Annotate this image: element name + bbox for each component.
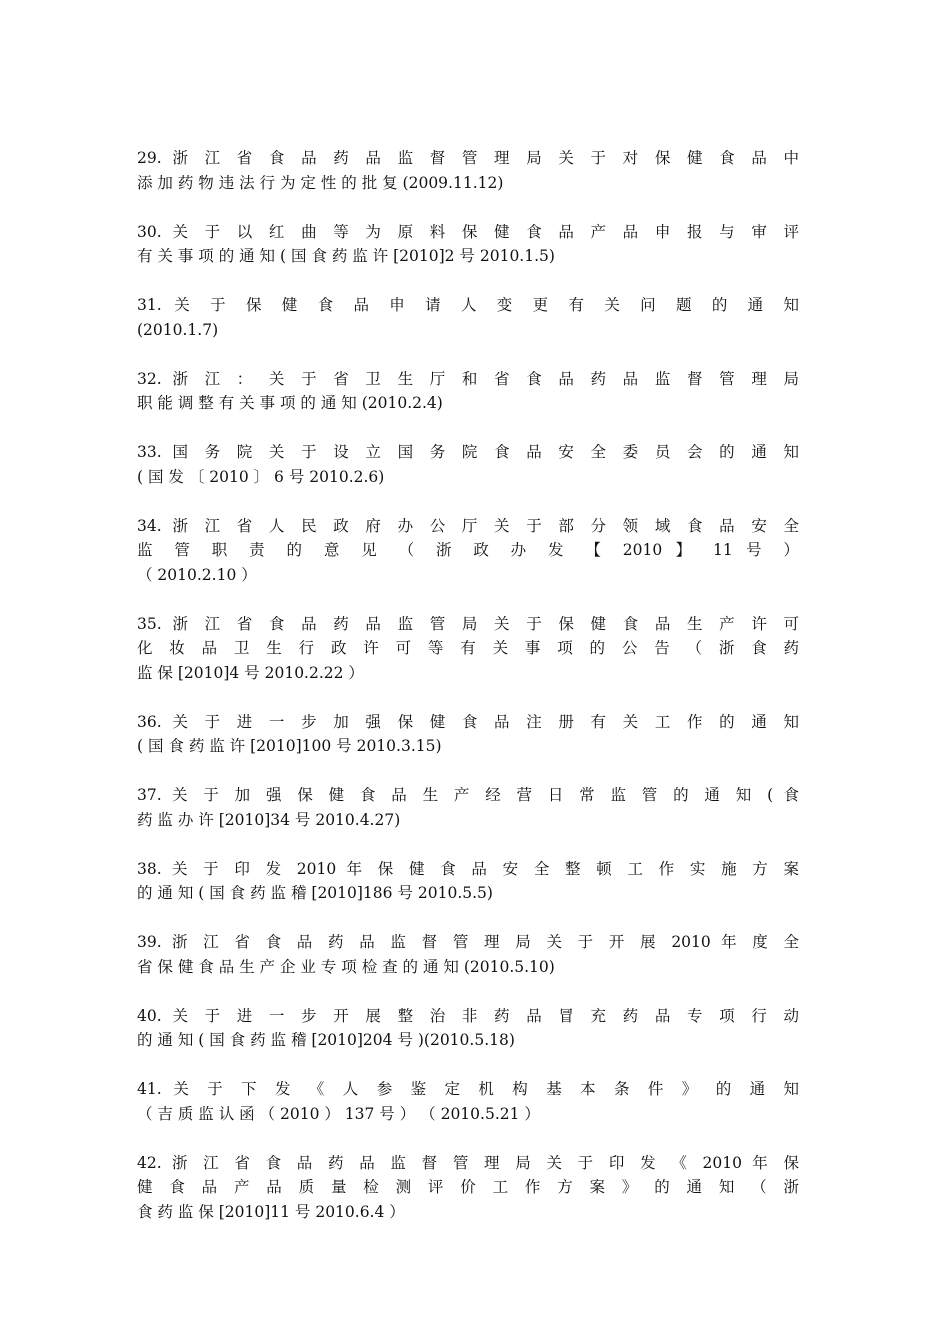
document-page: [137, 146, 799, 1249]
entry-line: ( 国 食 药 监 许 [2010]100 号 2010.3.15): [137, 737, 442, 755]
entry-line: 职 能 调 整 有 关 事 项 的 通 知 (2010.2.4): [137, 394, 443, 412]
list-item: [137, 1151, 799, 1225]
entry-line: 省 保 健 食 品 生 产 企 业 专 项 检 查 的 通 知 (2010.5.10): [137, 957, 555, 976]
entry-line: 30. 关 于 以 红 曲 等 为 原 料 保 健 食 品 产 品 申 报 与 审 评: [137, 222, 799, 241]
list-item: [137, 146, 799, 195]
list-item: [137, 293, 799, 342]
entry-line: 的 通 知 ( 国 食 药 监 稽 [2010]186 号 2010.5.5): [137, 884, 493, 902]
entry-line: (2010.1.7): [137, 320, 219, 339]
entry-line: 有 关 事 项 的 通 知 ( 国 食 药 监 许 [2010]2 号 2010.1.5): [137, 247, 555, 265]
entry-line: 监 管 职 责 的 意 见 （ 浙 政 办 发 【 2010 】 11 号 ）: [137, 541, 799, 559]
entry-line: 32. 浙 江 ： 关 于 省 卫 生 厅 和 省 食 品 药 品 监 督 管 理 局: [137, 369, 799, 388]
entry-line: 化 妆 品 卫 生 行 政 许 可 等 有 关 事 项 的 公 告 （ 浙 食 药: [137, 639, 799, 657]
entry-line: ( 国 发 〔 2010 〕 6 号 2010.2.6): [137, 467, 385, 486]
entry-line: 健 食 品 产 品 质 量 检 测 评 价 工 作 方 案 》 的 通 知 （ 浙: [137, 1178, 799, 1196]
list-item: [137, 367, 799, 416]
entry-line: 食 药 监 保 [2010]11 号 2010.6.4 ）: [137, 1202, 405, 1221]
entry-line: 33. 国 务 院 关 于 设 立 国 务 院 食 品 安 全 委 员 会 的 通 知: [137, 443, 799, 461]
list-item: [137, 220, 799, 269]
entry-line: 监 保 [2010]4 号 2010.2.22 ）: [137, 663, 364, 682]
entry-line: 的 通 知 ( 国 食 药 监 稽 [2010]204 号 )(2010.5.18): [137, 1031, 515, 1049]
entry-line: 39. 浙 江 省 食 品 药 品 监 督 管 理 局 关 于 开 展 2010 年 度 全: [137, 933, 799, 951]
entry-line: 35. 浙 江 省 食 品 药 品 监 管 局 关 于 保 健 食 品 生 产 许 可: [137, 614, 799, 633]
entry-line: 31. 关 于 保 健 食 品 申 请 人 变 更 有 关 问 题 的 通 知: [137, 296, 799, 314]
list-item: [137, 710, 799, 759]
entry-line: 药 监 办 许 [2010]34 号 2010.4.27): [137, 810, 401, 829]
list-item: [137, 440, 799, 489]
entry-line: 38. 关 于 印 发 2010 年 保 健 食 品 安 全 整 顿 工 作 实 施 方 案: [137, 859, 799, 878]
entry-line: 34. 浙 江 省 人 民 政 府 办 公 厅 关 于 部 分 领 域 食 品 安 全: [137, 516, 799, 535]
list-item: [137, 783, 799, 832]
entry-line: 添 加 药 物 违 法 行 为 定 性 的 批 复 (2009.11.12): [137, 173, 504, 192]
list-item: [137, 612, 799, 686]
entry-line: 41. 关 于 下 发 《 人 参 鉴 定 机 构 基 本 条 件 》 的 通 知: [137, 1080, 799, 1098]
list-item: [137, 857, 799, 906]
entry-line: 36. 关 于 进 一 步 加 强 保 健 食 品 注 册 有 关 工 作 的 通 知: [137, 712, 799, 731]
list-item: [137, 514, 799, 588]
entry-line: 29. 浙 江 省 食 品 药 品 监 督 管 理 局 关 于 对 保 健 食 品 中: [137, 149, 799, 167]
list-item: [137, 1077, 799, 1126]
entry-line: 37. 关 于 加 强 保 健 食 品 生 产 经 营 日 常 监 管 的 通 知 ( 食: [137, 786, 799, 804]
entry-line: （ 吉 质 监 认 函 （ 2010 ） 137 号 ） （ 2010.5.21 ）: [137, 1104, 540, 1123]
list-item: [137, 1004, 799, 1053]
entry-line: 40. 关 于 进 一 步 开 展 整 治 非 药 品 冒 充 药 品 专 项 行 动: [137, 1006, 799, 1025]
list-item: [137, 930, 799, 979]
entry-line: 42. 浙 江 省 食 品 药 品 监 督 管 理 局 关 于 印 发 《 2010 年 保: [137, 1153, 799, 1172]
entry-line: （ 2010.2.10 ）: [137, 565, 257, 584]
